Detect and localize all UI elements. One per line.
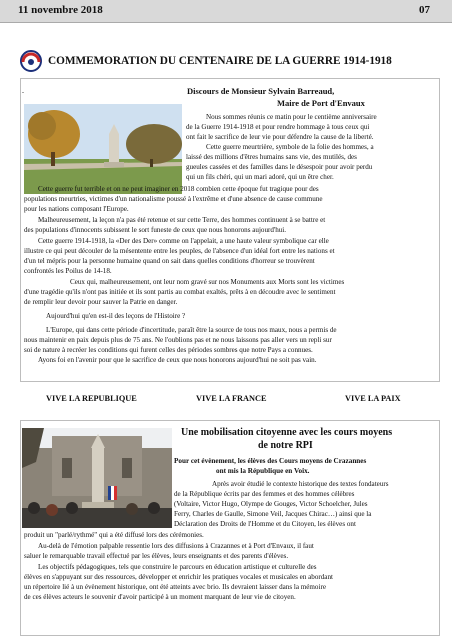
speech-line: nous maintenir en paix depuis plus de 75 ans. Ne l'oublions pas et ne nous laissons pas aller vers un repli sur xyxy=(24,336,332,344)
article2-line: Ferry, Charles de Gaulle, Simone Veil, Jacques Chirac…) ainsi que la xyxy=(174,510,372,518)
slogan-paix: VIVE LA PAIX xyxy=(345,394,401,403)
speech-line: Cette guerre 1914-1918, la «Der des Der» comme on l'appelait, a une haute valeur symbolique car elle xyxy=(38,237,329,245)
article2-title: Une mobilisation citoyenne avec les cours moyens xyxy=(181,427,393,438)
speech-line: de la Guerre 1914-1918 et pour rendre hommage à tous ceux qui xyxy=(186,123,370,131)
speech-line: Aujourd'hui qu'en est-il des leçons de l'Histoire ? xyxy=(46,312,186,320)
article2-intro: Pour cet évènement, les élèves des Cours moyens de Crazannes xyxy=(174,457,367,465)
ceremony-photo xyxy=(22,428,172,528)
speech-line: Malheureusement, la leçon n'a pas été retenue et sur cette Terre, des hommes continuent à se battre et xyxy=(38,216,326,224)
article2-line: (Voltaire, Victor Hugo, Olympe de Gouges, Victor Schoelcher, Jules xyxy=(174,500,368,508)
page-title: COMMEMORATION DU CENTENAIRE DE LA GUERRE 1914-1918 xyxy=(48,55,392,67)
article2-subtitle: de notre RPI xyxy=(258,440,313,451)
speech-line: d'un tel mépris pour la personne humaine quand on sait dans quelles conditions d'horreur se trouvèrent xyxy=(24,257,315,265)
slogan-republique: VIVE LA REPUBLIQUE xyxy=(46,394,137,403)
page-number: 07 xyxy=(419,4,430,16)
article2-line: un répertoire lié à un évènement historique, ont été atteints avec brio. Ils devraient laisser dans la mémoire xyxy=(24,583,326,591)
speech-line: confrontés les Poilus de 14-18. xyxy=(24,267,112,275)
article2-line: produit un "parlé/rythmé" qui a été diffusé lors des cérémonies. xyxy=(24,531,204,539)
newsletter-page: 11 novembre 2018 07 COMMEMORATION DU CENTENAIRE DE LA GUERRE 1914-1918 . Discours de Monsieur Sylvain Barreaud, Maire de Port d'Envaux Nous sommes réunis ce matin pour le centième anniversaire de la Guerre 1914-1918 et pour rendre hommage à tous ceux qui ont fait le sacrifice de leur vie pour défendre la cause de la liberté. Cette guerre meurtrière, symbole de la folie des hommes, a laissé des millions d'êtres humains sans vie, des mutilés, des gueules cassées et des familles dans le désespoir pour avoir perdu qui un fils chéri, qui un mari adoré, qui un être cher. Cette guerre fut terrible et on ne peut imaginer en 2018 combien cette époque fut tragique pour des populations meurtries, victimes d'un nationalisme poussé à l'extrême et d'une absence de cause commune pour les nations composant l'Europe. Malheureusement, la leçon n'a pas été retenue et sur cette Terre, des hommes continuent à se battre et des populations d'innocents subissent le sort funeste de ceux que nous honorons aujourd'hui. Cette guerre 1914-1918, la «Der des Der» comme on l'appelait, a une haute valeur symbolique car elle illustre ce qui peut découler de la mésentente entre les peuples, de l'absence d'un idéal fort entre les nations et d'un tel mépris pour la personne humaine quand on sait dans quelles conditions d'horreur se trouvèrent confrontés les Poilus de 14-18. Ceux qui, malheureusement, ont leur nom gravé sur nos Monuments aux Morts sont les victimes d'une tragédie qu'ils n'ont pas initiée et ils sont partis au combat exaltés, prêts à en découdre avec le sentiment de remplir leur devoir pour sauver la Patrie en danger. Aujourd'hui qu'en est-il des leçons de l'Histoire ? L'Europe, qui dans cette période d'incertitude, paraît être la source de tous nos maux, nous a permis de nous maintenir en paix depuis plus de 75 ans. Ne l'oublions pas et ne nous laissons pas aller vers un repli sur soi de nature à recréer les conditions qui furent celles des périodes sombres que notre Pays a connues. Ayons foi en l'avenir pour que le sacrifice de ceux que nous honorons aujourd'hui ne soit pas vain. VIVE LA REPUBLIQUE VIVE LA FRANCE VIVE LA PAIX Une mobilisation citoyenne avec les cours moyens de notre RPI Pour cet évènement, les élèves des Cours moyens de Crazannes ont mis la République en Voix. Après avoir étudié le contexte historique des textes fondateurs de la République écrits par des femmes et des hommes célèbres (Voltaire, Victor Hugo, Olympe de Gouges, Victor Schoelcher, Jules Ferry, Charles de Gaulle, Simone Veil, Jacques Chirac…) ainsi que la Déclaration des Droits de l'Homme et du Citoyen, les élèves ont produit un "parlé/rythmé" qui a été diffusé lors des cérémonies. Au-delà de l'émotion palpable ressentie lors des diffusions à Crazannes et à Port d'Envaux, il faut saluer le remarquable travail effectué par les élèves, leurs enseignants et des parents d'élèves. Les objectifs pédagogiques, tels que construire le parcours en éducation artistique et culturelle des élèves en s'appuyant sur des ressources, développer et enrichir les pratiques vocales et musicales en abordant un répertoire lié à un évènement historique, ont été atteints avec brio. Ils devraient laisser dans la mémoire de ces élèves acteurs le souvenir d'avoir participé à un moment marquant de leur vie de citoyen. xyxy=(0,0,452,640)
speech-line: populations meurtries, victimes d'un nationalisme poussé à l'extrême et d'une absence de cause commune xyxy=(24,195,323,203)
speech-line: d'une tragédie qu'ils n'ont pas initiée et ils sont partis au combat exaltés, prêts à en découdre avec le sentiment xyxy=(24,288,336,296)
speech-line: soi de nature à recréer les conditions qui furent celles des périodes sombres que notre Pays a connues. xyxy=(24,346,313,354)
speech-line: Ayons foi en l'avenir pour que le sacrifice de ceux que nous honorons aujourd'hui ne soit pas vain. xyxy=(38,356,317,364)
article2-line: élèves en s'appuyant sur des ressources, développer et enrichir les pratiques vocales et musicales en abordant xyxy=(24,573,333,581)
issue-date: 11 novembre 2018 xyxy=(18,4,103,16)
article2-intro: ont mis la République en Voix. xyxy=(216,467,310,475)
speech-line: Cette guerre fut terrible et on ne peut imaginer en 2018 combien cette époque fut tragique pour des xyxy=(38,185,319,193)
page-header xyxy=(0,0,452,23)
speech-line: Nous sommes réunis ce matin pour le centième anniversaire xyxy=(206,113,377,121)
article2-line: Les objectifs pédagogiques, tels que construire le parcours en éducation artistique et culturelle des xyxy=(38,563,317,571)
article2-line: de ces élèves acteurs le souvenir d'avoir participé à un moment marquant de leur vie de citoyen. xyxy=(24,593,296,601)
article2-line: Déclaration des Droits de l'Homme et du Citoyen, les élèves ont xyxy=(174,520,356,528)
commemoration-logo-icon xyxy=(20,50,42,72)
speech-line: L'Europe, qui dans cette période d'incertitude, paraît être la source de tous nos maux, nous a permis de xyxy=(46,326,337,334)
speech-subtitle: Maire de Port d'Envaux xyxy=(277,98,365,108)
speech-line: ont fait le sacrifice de leur vie pour défendre la cause de la liberté. xyxy=(186,133,374,141)
speech-line: des populations d'innocents subissent le sort funeste de ceux que nous honorons aujourd'hui. xyxy=(24,226,287,234)
article2-line: de la République écrits par des femmes et des hommes célèbres xyxy=(174,490,355,498)
slogan-france: VIVE LA FRANCE xyxy=(196,394,267,403)
speech-line: pour les nations composant l'Europe. xyxy=(24,205,129,213)
speech-line: illustre ce qui peut découler de la mésentente entre les peuples, de l'absence d'un idéal fort entre les nations et xyxy=(24,247,335,255)
speech-line: qui un fils chéri, qui un mari adoré, qui un être cher. xyxy=(186,173,334,181)
speech-line: Ceux qui, malheureusement, ont leur nom gravé sur nos Monuments aux Morts sont les victimes xyxy=(70,278,345,286)
speech-line: laissé des millions d'êtres humains sans vie, des mutilés, des xyxy=(186,153,357,161)
war-memorial-photo xyxy=(24,104,182,194)
article2-line: Au-delà de l'émotion palpable ressentie lors des diffusions à Crazannes et à Port d'Envaux, il faut xyxy=(38,542,314,550)
article2-line: saluer le remarquable travail effectué par les élèves, leurs enseignants et des parents d'élèves. xyxy=(24,552,289,560)
speech-title: Discours de Monsieur Sylvain Barreaud, xyxy=(187,86,335,96)
article2-line: Après avoir étudié le contexte historique des textes fondateurs xyxy=(212,480,389,488)
speech-line: Cette guerre meurtrière, symbole de la folie des hommes, a xyxy=(206,143,374,151)
speech-line: de remplir leur devoir pour sauver la Patrie en danger. xyxy=(24,298,178,306)
speech-line: gueules cassées et des familles dans le désespoir pour avoir perdu xyxy=(186,163,373,171)
